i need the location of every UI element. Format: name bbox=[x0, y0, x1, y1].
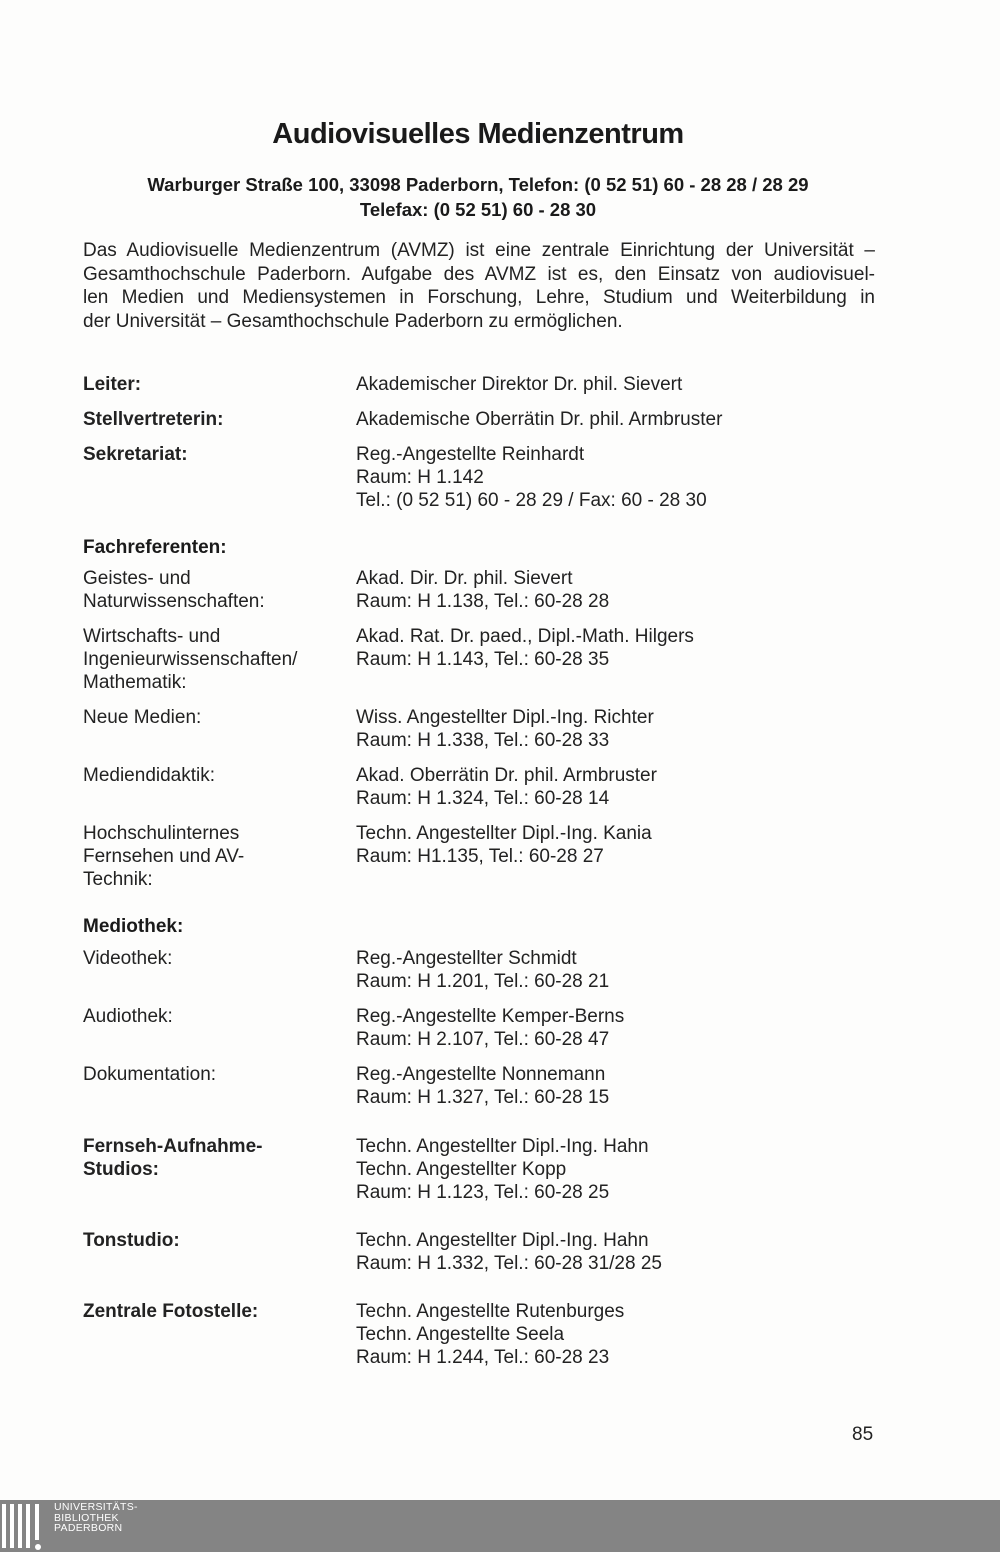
address-block bbox=[0, 172, 956, 222]
value-line: Raum: H 1.123, Tel.: 60-28 25 bbox=[356, 1182, 610, 1203]
library-footer-bar bbox=[0, 1500, 1000, 1552]
value-line: Tel.: (0 52 51) 60 - 28 29 / Fax: 60 - 28 30 bbox=[356, 490, 707, 511]
value-line: Raum: H 1.327, Tel.: 60-28 15 bbox=[356, 1087, 610, 1108]
entry-label bbox=[83, 822, 343, 891]
label-line: Technik: bbox=[83, 869, 153, 890]
label-line: Fernseh-Aufnahme- bbox=[83, 1136, 263, 1157]
entry-value bbox=[356, 625, 876, 671]
label-line: Hochschulinternes bbox=[83, 823, 240, 844]
label-line: Geistes- und bbox=[83, 568, 191, 589]
entry-label bbox=[83, 567, 343, 613]
logo-line: BIBLIOTHEK bbox=[54, 1511, 119, 1524]
value-line: Raum: H 1.244, Tel.: 60-28 23 bbox=[356, 1347, 610, 1368]
label-line: Studios: bbox=[83, 1159, 159, 1180]
entry-value bbox=[356, 947, 876, 993]
entry-label: Stellvertreterin: bbox=[83, 409, 224, 430]
entry-label bbox=[83, 1063, 343, 1086]
entry-label bbox=[83, 625, 343, 694]
label-line: Tonstudio: bbox=[83, 1230, 180, 1251]
entry-value bbox=[356, 822, 876, 868]
entry-label bbox=[83, 1229, 343, 1252]
value-line: Akad. Dir. Dr. phil. Sievert bbox=[356, 568, 573, 589]
value-line: Techn. Angestellte Seela bbox=[356, 1324, 565, 1345]
label-line: Zentrale Fotostelle: bbox=[83, 1301, 259, 1322]
entry-label bbox=[83, 764, 343, 787]
value-line: Akad. Rat. Dr. paed., Dipl.-Math. Hilgers bbox=[356, 626, 694, 647]
value-line: Akad. Oberrätin Dr. phil. Armbruster bbox=[356, 765, 657, 786]
intro-line: der Universität – Gesamthochschule Paderborn zu ermöglichen. bbox=[83, 310, 623, 332]
value-line: Raum: H1.135, Tel.: 60-28 27 bbox=[356, 846, 604, 867]
label-line: Mathematik: bbox=[83, 672, 187, 693]
library-logo-text bbox=[54, 1502, 138, 1534]
entry-label: Sekretariat: bbox=[83, 444, 188, 465]
value-line: Raum: H 1.143, Tel.: 60-28 35 bbox=[356, 649, 610, 670]
entry-value bbox=[356, 408, 876, 431]
value-line: Raum: H 1.201, Tel.: 60-28 21 bbox=[356, 971, 610, 992]
entry-value bbox=[356, 1063, 876, 1109]
value-line: Wiss. Angestellter Dipl.-Ing. Richter bbox=[356, 707, 654, 728]
intro-line: Das Audiovisuelle Medienzentrum (AVMZ) ist eine zentrale Einrichtung der Universität – bbox=[83, 240, 875, 261]
label-line: Videothek: bbox=[83, 948, 173, 969]
value-line: Raum: H 1.138, Tel.: 60-28 28 bbox=[356, 591, 610, 612]
page-number: 85 bbox=[852, 1424, 874, 1445]
value-line: Reg.-Angestellter Schmidt bbox=[356, 948, 577, 969]
entry-label bbox=[83, 947, 343, 970]
fax-line: Telefax: (0 52 51) 60 - 28 30 bbox=[359, 199, 597, 220]
entry-value bbox=[356, 567, 876, 613]
entry-value bbox=[356, 1135, 876, 1204]
value-line: Raum: H 1.142 bbox=[356, 467, 484, 488]
library-logo-icon bbox=[2, 1504, 48, 1550]
entry-label bbox=[83, 706, 343, 729]
entry-label bbox=[83, 1300, 343, 1323]
value-line: Techn. Angestellte Rutenburges bbox=[356, 1301, 625, 1322]
label-line: Ingenieurwissenschaften/ bbox=[83, 649, 298, 670]
entry-value bbox=[356, 764, 876, 810]
label-line: Naturwissenschaften: bbox=[83, 591, 265, 612]
label-line: Neue Medien: bbox=[83, 707, 202, 728]
entry-value bbox=[356, 1300, 876, 1369]
value-line: Raum: H 1.332, Tel.: 60-28 31/28 25 bbox=[356, 1253, 662, 1274]
label-line: Audiothek: bbox=[83, 1006, 173, 1027]
intro-line: len Medien und Mediensystemen in Forschung, Lehre, Studium und Weiterbildung in bbox=[83, 287, 875, 308]
entry-label: Leiter: bbox=[83, 374, 142, 395]
value-line: Techn. Angestellter Dipl.-Ing. Hahn bbox=[356, 1136, 649, 1157]
entry-value bbox=[356, 1005, 876, 1051]
value-line: Raum: H 1.338, Tel.: 60-28 33 bbox=[356, 730, 610, 751]
value-line: Techn. Angestellter Dipl.-Ing. Kania bbox=[356, 823, 652, 844]
intro-paragraph bbox=[83, 239, 875, 333]
value-line: Techn. Angestellter Kopp bbox=[356, 1159, 567, 1180]
label-line: Wirtschafts- und bbox=[83, 626, 221, 647]
label-line: Fernsehen und AV- bbox=[83, 846, 245, 867]
logo-line: PADERBORN bbox=[54, 1522, 123, 1534]
page-title: Audiovisuelles Medienzentrum bbox=[272, 118, 684, 150]
value-line: Reg.-Angestellte Reinhardt bbox=[356, 444, 585, 465]
entry-label bbox=[83, 1005, 343, 1028]
value-line: Akademischer Direktor Dr. phil. Sievert bbox=[356, 374, 683, 395]
label-line: Dokumentation: bbox=[83, 1064, 217, 1085]
entry-value bbox=[356, 706, 876, 752]
section-heading-mediothek: Mediothek: bbox=[83, 916, 184, 937]
entry-value bbox=[356, 443, 876, 512]
value-line: Raum: H 1.324, Tel.: 60-28 14 bbox=[356, 788, 610, 809]
logo-line: UNIVERSITÄTS- bbox=[54, 1501, 138, 1513]
entry-label bbox=[83, 1135, 343, 1181]
entry-value bbox=[356, 1229, 876, 1275]
intro-line: Gesamthochschule Paderborn. Aufgabe des AVMZ ist es, den Einsatz von audiovisuel- bbox=[83, 263, 875, 285]
value-line: Akademische Oberrätin Dr. phil. Armbruster bbox=[356, 409, 723, 430]
label-line: Mediendidaktik: bbox=[83, 765, 216, 786]
value-line: Reg.-Angestellte Nonnemann bbox=[356, 1064, 606, 1085]
value-line: Raum: H 2.107, Tel.: 60-28 47 bbox=[356, 1029, 610, 1050]
section-heading-fachreferenten: Fachreferenten: bbox=[83, 537, 227, 558]
value-line: Reg.-Angestellte Kemper-Berns bbox=[356, 1006, 625, 1027]
address-line: Warburger Straße 100, 33098 Paderborn, Telefon: (0 52 51) 60 - 28 28 / 28 29 bbox=[147, 174, 809, 195]
value-line: Techn. Angestellter Dipl.-Ing. Hahn bbox=[356, 1230, 649, 1251]
entry-value bbox=[356, 373, 876, 396]
